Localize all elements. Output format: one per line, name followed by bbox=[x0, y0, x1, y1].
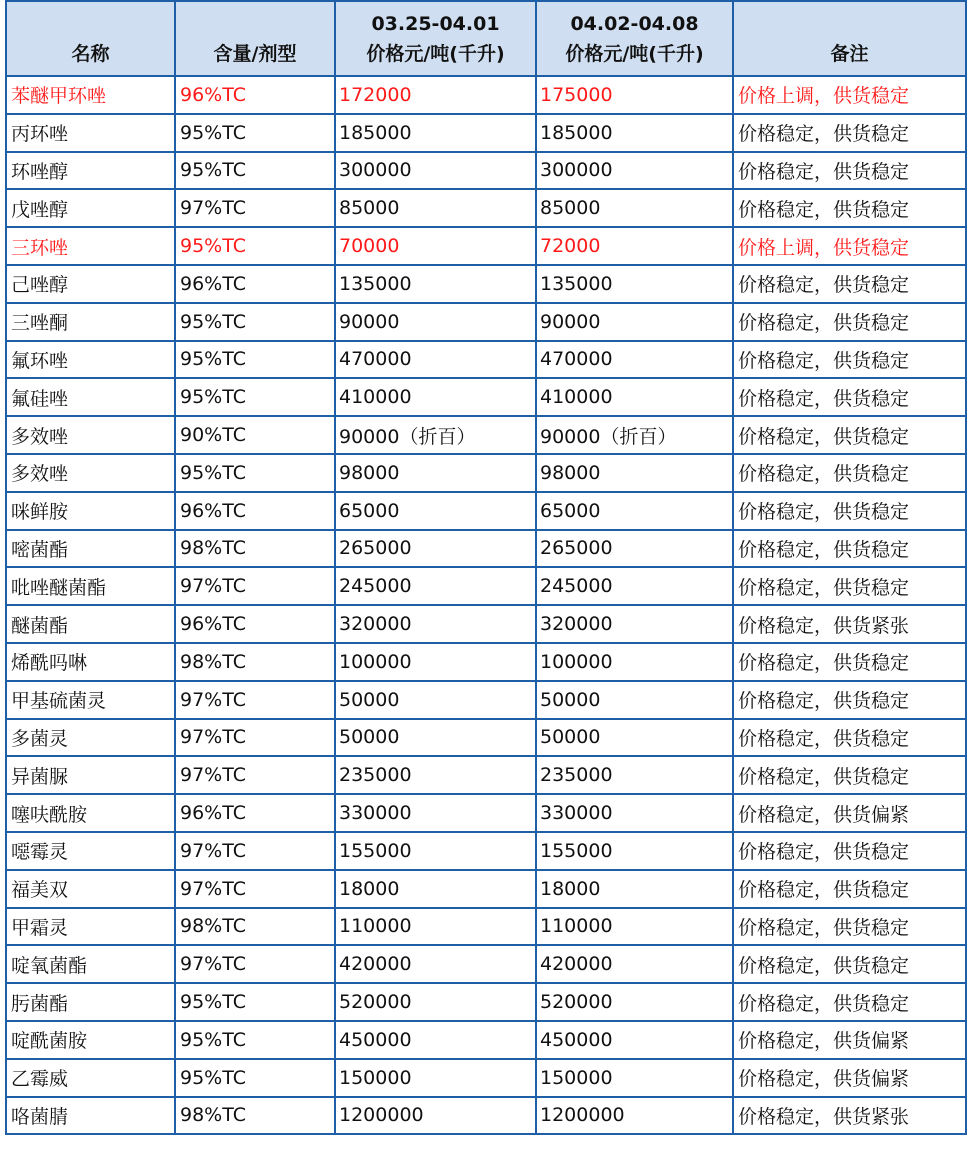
cell-price-period2: 185000 bbox=[536, 114, 733, 152]
cell-name: 烯酰吗啉 bbox=[6, 643, 175, 681]
fungicide-price-table bbox=[5, 0, 967, 1135]
table-row bbox=[6, 567, 966, 605]
cell-content: 97%TC bbox=[175, 870, 335, 908]
cell-price-period2: 520000 bbox=[536, 983, 733, 1021]
cell-price-period2: 245000 bbox=[536, 567, 733, 605]
cell-price-period1: 100000 bbox=[335, 643, 536, 681]
cell-remark: 价格上调，供货稳定 bbox=[733, 227, 966, 265]
cell-price-period1: 520000 bbox=[335, 983, 536, 1021]
cell-price-period2: 470000 bbox=[536, 341, 733, 379]
cell-name: 多菌灵 bbox=[6, 719, 175, 757]
cell-content: 95%TC bbox=[175, 341, 335, 379]
table-row bbox=[6, 265, 966, 303]
cell-content: 95%TC bbox=[175, 378, 335, 416]
cell-content: 95%TC bbox=[175, 983, 335, 1021]
table-row bbox=[6, 341, 966, 379]
table-row bbox=[6, 76, 966, 114]
cell-price-period1: 300000 bbox=[335, 152, 536, 190]
cell-name: 噁霉灵 bbox=[6, 832, 175, 870]
cell-name: 氟环唑 bbox=[6, 341, 175, 379]
table-row bbox=[6, 870, 966, 908]
cell-remark: 价格稳定，供货稳定 bbox=[733, 378, 966, 416]
cell-name: 己唑醇 bbox=[6, 265, 175, 303]
cell-name: 异菌脲 bbox=[6, 756, 175, 794]
cell-remark: 价格稳定，供货稳定 bbox=[733, 908, 966, 946]
cell-remark: 价格稳定，供货稳定 bbox=[733, 492, 966, 530]
cell-remark: 价格稳定，供货稳定 bbox=[733, 983, 966, 1021]
table-row bbox=[6, 605, 966, 643]
cell-content: 97%TC bbox=[175, 945, 335, 983]
cell-price-period1: 18000 bbox=[335, 870, 536, 908]
cell-price-period1: 470000 bbox=[335, 341, 536, 379]
cell-price-period2: 90000（折百） bbox=[536, 416, 733, 454]
cell-remark: 价格稳定，供货偏紧 bbox=[733, 1021, 966, 1059]
cell-content: 95%TC bbox=[175, 1021, 335, 1059]
cell-content: 97%TC bbox=[175, 681, 335, 719]
cell-price-period2: 450000 bbox=[536, 1021, 733, 1059]
cell-content: 96%TC bbox=[175, 76, 335, 114]
table-row bbox=[6, 152, 966, 190]
table-row bbox=[6, 681, 966, 719]
cell-name: 咯菌腈 bbox=[6, 1097, 175, 1135]
cell-price-period1: 70000 bbox=[335, 227, 536, 265]
cell-name: 醚菌酯 bbox=[6, 605, 175, 643]
table-row bbox=[6, 378, 966, 416]
cell-content: 90%TC bbox=[175, 416, 335, 454]
table-row bbox=[6, 756, 966, 794]
cell-price-period2: 65000 bbox=[536, 492, 733, 530]
cell-price-period1: 90000（折百） bbox=[335, 416, 536, 454]
cell-remark: 价格稳定，供货稳定 bbox=[733, 189, 966, 227]
cell-price-period2: 300000 bbox=[536, 152, 733, 190]
header-period2-dates: 04.02-04.08 bbox=[570, 13, 699, 35]
cell-price-period1: 1200000 bbox=[335, 1097, 536, 1135]
cell-price-period2: 155000 bbox=[536, 832, 733, 870]
cell-price-period1: 155000 bbox=[335, 832, 536, 870]
price-table-container bbox=[5, 0, 965, 1135]
cell-remark: 价格稳定，供货稳定 bbox=[733, 265, 966, 303]
cell-remark: 价格稳定，供货偏紧 bbox=[733, 1059, 966, 1097]
cell-price-period2: 330000 bbox=[536, 794, 733, 832]
table-row bbox=[6, 983, 966, 1021]
cell-price-period1: 450000 bbox=[335, 1021, 536, 1059]
cell-price-period2: 50000 bbox=[536, 719, 733, 757]
cell-name: 多效唑 bbox=[6, 416, 175, 454]
table-row bbox=[6, 454, 966, 492]
cell-price-period2: 90000 bbox=[536, 303, 733, 341]
cell-name: 三环唑 bbox=[6, 227, 175, 265]
table-row bbox=[6, 1059, 966, 1097]
cell-price-period1: 135000 bbox=[335, 265, 536, 303]
table-header bbox=[6, 1, 966, 76]
cell-content: 97%TC bbox=[175, 567, 335, 605]
cell-price-period1: 150000 bbox=[335, 1059, 536, 1097]
cell-remark: 价格稳定，供货稳定 bbox=[733, 341, 966, 379]
cell-remark: 价格上调，供货稳定 bbox=[733, 76, 966, 114]
cell-remark: 价格稳定，供货稳定 bbox=[733, 530, 966, 568]
table-row bbox=[6, 1021, 966, 1059]
table-row bbox=[6, 643, 966, 681]
cell-price-period2: 265000 bbox=[536, 530, 733, 568]
cell-price-period1: 110000 bbox=[335, 908, 536, 946]
cell-price-period2: 110000 bbox=[536, 908, 733, 946]
cell-name: 咪鲜胺 bbox=[6, 492, 175, 530]
cell-price-period2: 98000 bbox=[536, 454, 733, 492]
cell-name: 三唑酮 bbox=[6, 303, 175, 341]
cell-content: 96%TC bbox=[175, 265, 335, 303]
cell-price-period1: 90000 bbox=[335, 303, 536, 341]
cell-price-period2: 320000 bbox=[536, 605, 733, 643]
cell-remark: 价格稳定，供货偏紧 bbox=[733, 794, 966, 832]
cell-name: 丙环唑 bbox=[6, 114, 175, 152]
cell-price-period2: 175000 bbox=[536, 76, 733, 114]
table-row bbox=[6, 189, 966, 227]
cell-price-period1: 65000 bbox=[335, 492, 536, 530]
cell-price-period1: 98000 bbox=[335, 454, 536, 492]
cell-price-period2: 235000 bbox=[536, 756, 733, 794]
cell-name: 噻呋酰胺 bbox=[6, 794, 175, 832]
cell-remark: 价格稳定，供货稳定 bbox=[733, 454, 966, 492]
table-row bbox=[6, 114, 966, 152]
header-period2-unit: 价格元/吨(千升) bbox=[565, 43, 704, 65]
cell-remark: 价格稳定，供货稳定 bbox=[733, 870, 966, 908]
cell-remark: 价格稳定，供货稳定 bbox=[733, 303, 966, 341]
cell-price-period1: 185000 bbox=[335, 114, 536, 152]
cell-content: 95%TC bbox=[175, 1059, 335, 1097]
table-row bbox=[6, 1097, 966, 1135]
cell-content: 97%TC bbox=[175, 832, 335, 870]
cell-name: 福美双 bbox=[6, 870, 175, 908]
cell-content: 97%TC bbox=[175, 719, 335, 757]
header-period1 bbox=[335, 1, 536, 76]
cell-price-period1: 172000 bbox=[335, 76, 536, 114]
table-row bbox=[6, 227, 966, 265]
cell-remark: 价格稳定，供货稳定 bbox=[733, 643, 966, 681]
table-row bbox=[6, 832, 966, 870]
cell-content: 95%TC bbox=[175, 303, 335, 341]
header-period1-dates: 03.25-04.01 bbox=[371, 13, 500, 35]
cell-price-period1: 410000 bbox=[335, 378, 536, 416]
table-row bbox=[6, 530, 966, 568]
cell-price-period1: 420000 bbox=[335, 945, 536, 983]
cell-content: 95%TC bbox=[175, 152, 335, 190]
cell-price-period2: 410000 bbox=[536, 378, 733, 416]
cell-price-period2: 135000 bbox=[536, 265, 733, 303]
cell-price-period1: 265000 bbox=[335, 530, 536, 568]
table-row bbox=[6, 719, 966, 757]
cell-content: 95%TC bbox=[175, 114, 335, 152]
table-row bbox=[6, 303, 966, 341]
table-row bbox=[6, 945, 966, 983]
table-row bbox=[6, 416, 966, 454]
cell-price-period2: 100000 bbox=[536, 643, 733, 681]
cell-remark: 价格稳定，供货稳定 bbox=[733, 719, 966, 757]
cell-price-period2: 72000 bbox=[536, 227, 733, 265]
table-body bbox=[6, 76, 966, 1134]
header-period1-unit: 价格元/吨(千升) bbox=[366, 43, 505, 65]
cell-name: 苯醚甲环唑 bbox=[6, 76, 175, 114]
cell-content: 96%TC bbox=[175, 492, 335, 530]
cell-content: 97%TC bbox=[175, 189, 335, 227]
cell-content: 96%TC bbox=[175, 794, 335, 832]
header-name: 名称 bbox=[6, 1, 175, 76]
cell-remark: 价格稳定，供货稳定 bbox=[733, 832, 966, 870]
cell-name: 吡唑醚菌酯 bbox=[6, 567, 175, 605]
cell-price-period2: 420000 bbox=[536, 945, 733, 983]
cell-name: 啶酰菌胺 bbox=[6, 1021, 175, 1059]
cell-price-period1: 50000 bbox=[335, 681, 536, 719]
cell-remark: 价格稳定，供货紧张 bbox=[733, 605, 966, 643]
cell-remark: 价格稳定，供货稳定 bbox=[733, 416, 966, 454]
cell-price-period2: 50000 bbox=[536, 681, 733, 719]
table-row bbox=[6, 492, 966, 530]
table-row bbox=[6, 794, 966, 832]
cell-remark: 价格稳定，供货稳定 bbox=[733, 756, 966, 794]
cell-name: 氟硅唑 bbox=[6, 378, 175, 416]
header-remark: 备注 bbox=[733, 1, 966, 76]
cell-name: 多效唑 bbox=[6, 454, 175, 492]
table-row bbox=[6, 908, 966, 946]
cell-content: 95%TC bbox=[175, 454, 335, 492]
cell-price-period1: 330000 bbox=[335, 794, 536, 832]
cell-price-period2: 1200000 bbox=[536, 1097, 733, 1135]
header-period2 bbox=[536, 1, 733, 76]
header-content: 含量/剂型 bbox=[175, 1, 335, 76]
cell-name: 环唑醇 bbox=[6, 152, 175, 190]
cell-remark: 价格稳定，供货稳定 bbox=[733, 152, 966, 190]
cell-content: 95%TC bbox=[175, 227, 335, 265]
cell-name: 甲基硫菌灵 bbox=[6, 681, 175, 719]
cell-price-period1: 85000 bbox=[335, 189, 536, 227]
cell-remark: 价格稳定，供货稳定 bbox=[733, 567, 966, 605]
cell-remark: 价格稳定，供货稳定 bbox=[733, 681, 966, 719]
cell-name: 乙霉威 bbox=[6, 1059, 175, 1097]
cell-price-period1: 235000 bbox=[335, 756, 536, 794]
cell-name: 戊唑醇 bbox=[6, 189, 175, 227]
cell-content: 98%TC bbox=[175, 1097, 335, 1135]
cell-content: 97%TC bbox=[175, 756, 335, 794]
cell-content: 98%TC bbox=[175, 908, 335, 946]
cell-price-period1: 320000 bbox=[335, 605, 536, 643]
cell-name: 嘧菌酯 bbox=[6, 530, 175, 568]
cell-price-period2: 18000 bbox=[536, 870, 733, 908]
cell-price-period2: 150000 bbox=[536, 1059, 733, 1097]
cell-remark: 价格稳定，供货稳定 bbox=[733, 114, 966, 152]
header-row bbox=[6, 1, 966, 76]
cell-price-period1: 245000 bbox=[335, 567, 536, 605]
cell-remark: 价格稳定，供货稳定 bbox=[733, 945, 966, 983]
cell-price-period1: 50000 bbox=[335, 719, 536, 757]
cell-name: 肟菌酯 bbox=[6, 983, 175, 1021]
cell-content: 96%TC bbox=[175, 605, 335, 643]
cell-remark: 价格稳定，供货紧张 bbox=[733, 1097, 966, 1135]
cell-content: 98%TC bbox=[175, 530, 335, 568]
cell-content: 98%TC bbox=[175, 643, 335, 681]
cell-name: 甲霜灵 bbox=[6, 908, 175, 946]
cell-name: 啶氧菌酯 bbox=[6, 945, 175, 983]
cell-price-period2: 85000 bbox=[536, 189, 733, 227]
